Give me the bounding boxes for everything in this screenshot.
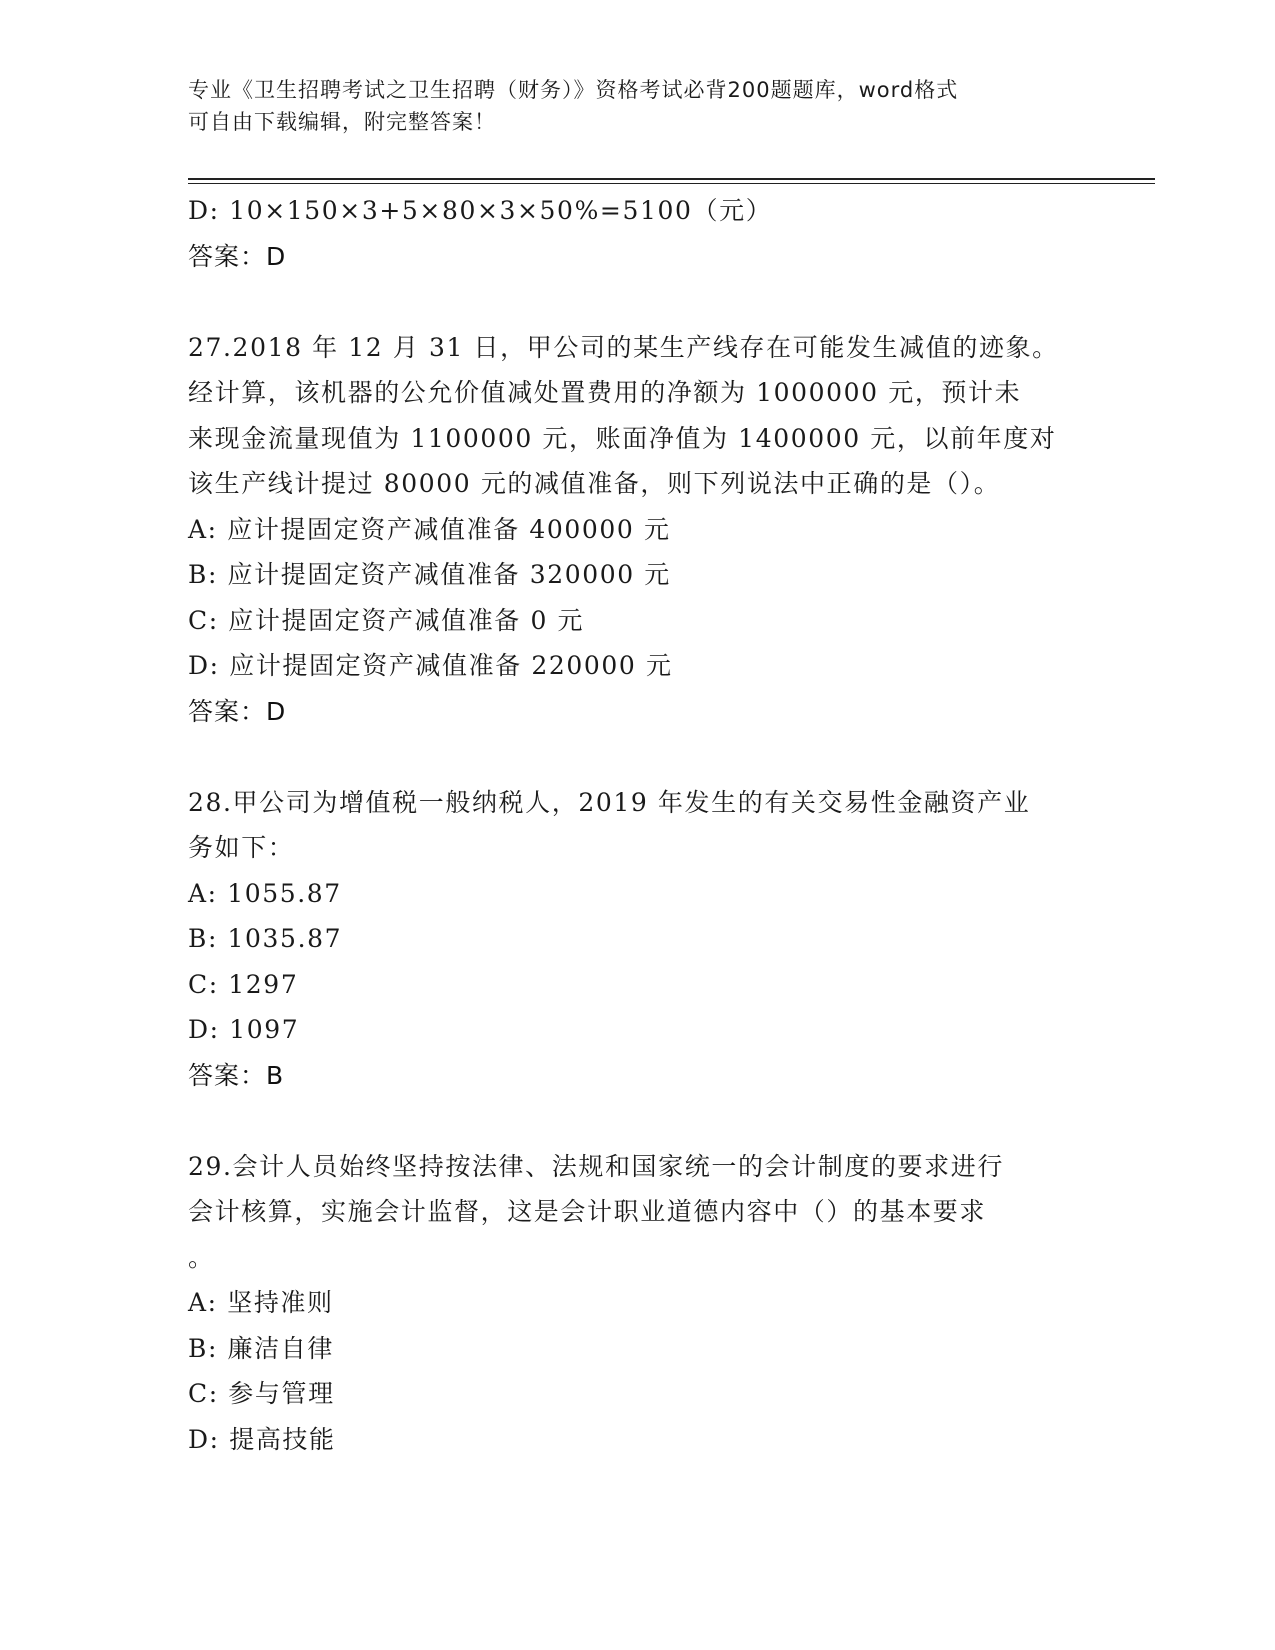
question-text-line: 会计核算，实施会计监督，这是会计职业道德内容中（）的基本要求: [188, 1197, 987, 1226]
question-text-line: 28.甲公司为增值税一般纳税人，2019 年发生的有关交易性金融资产业: [188, 787, 1031, 817]
question-text-line: 27.2018 年 12 月 31 日，甲公司的某生产线存在可能发生减值的迹象。: [188, 332, 1059, 362]
option-a: A: 应计提固定资产减值准备 400000 元: [188, 514, 671, 544]
header-rule-thin: [188, 183, 1155, 184]
answer-line: 答案：D: [188, 696, 287, 726]
document-header: [188, 74, 1088, 138]
question-text-line: 务如下：: [188, 833, 295, 862]
header-rule-thick: [188, 178, 1155, 180]
question-28: [188, 780, 1088, 1099]
question-text-line: 29.会计人员始终坚持按法律、法规和国家统一的会计制度的要求进行: [188, 1151, 1004, 1181]
question-text-line: 来现金流量现值为 1100000 元，账面净值为 1400000 元，以前年度对: [188, 423, 1057, 453]
option-d: D: 提高技能: [188, 1424, 336, 1454]
question-27: [188, 325, 1088, 735]
header-line-2: 可自由下载编辑，附完整答案！: [188, 110, 496, 134]
question-text-line: 该生产线计提过 80000 元的减值准备，则下列说法中正确的是（）。: [188, 469, 1001, 498]
question-29: [188, 1144, 1088, 1463]
option-b: B: 应计提固定资产减值准备 320000 元: [188, 560, 671, 589]
header-line-1: 专业《卫生招聘考试之卫生招聘（财务）》资格考试必背200题题库，word格式: [188, 78, 959, 102]
option-d: D: 1097: [188, 1015, 300, 1044]
question-text-line: 经计算，该机器的公允价值减处置费用的净额为 1000000 元，预计未: [188, 378, 1022, 407]
answer-line: 答案：B: [188, 1060, 285, 1090]
option-a: A: 1055.87: [188, 878, 342, 908]
answer-line: 答案：D: [188, 241, 287, 271]
option-b: B: 廉洁自律: [188, 1333, 334, 1363]
spacer: [188, 1098, 1088, 1144]
spacer: [188, 279, 1088, 325]
option-d: D: 10×150×3+5×80×3×50%=5100（元）: [188, 196, 773, 225]
option-d: D: 应计提固定资产减值准备 220000 元: [188, 651, 673, 680]
option-a: A: 坚持准则: [188, 1288, 334, 1317]
spacer: [188, 734, 1088, 780]
document-body: [188, 188, 1088, 1462]
question-text-line: 。: [188, 1242, 215, 1272]
option-c: C: 参与管理: [188, 1379, 335, 1408]
option-b: B: 1035.87: [188, 924, 343, 953]
option-c: C: 1297: [188, 969, 299, 999]
previous-question-tail: [188, 188, 1088, 279]
option-c: C: 应计提固定资产减值准备 0 元: [188, 605, 585, 635]
